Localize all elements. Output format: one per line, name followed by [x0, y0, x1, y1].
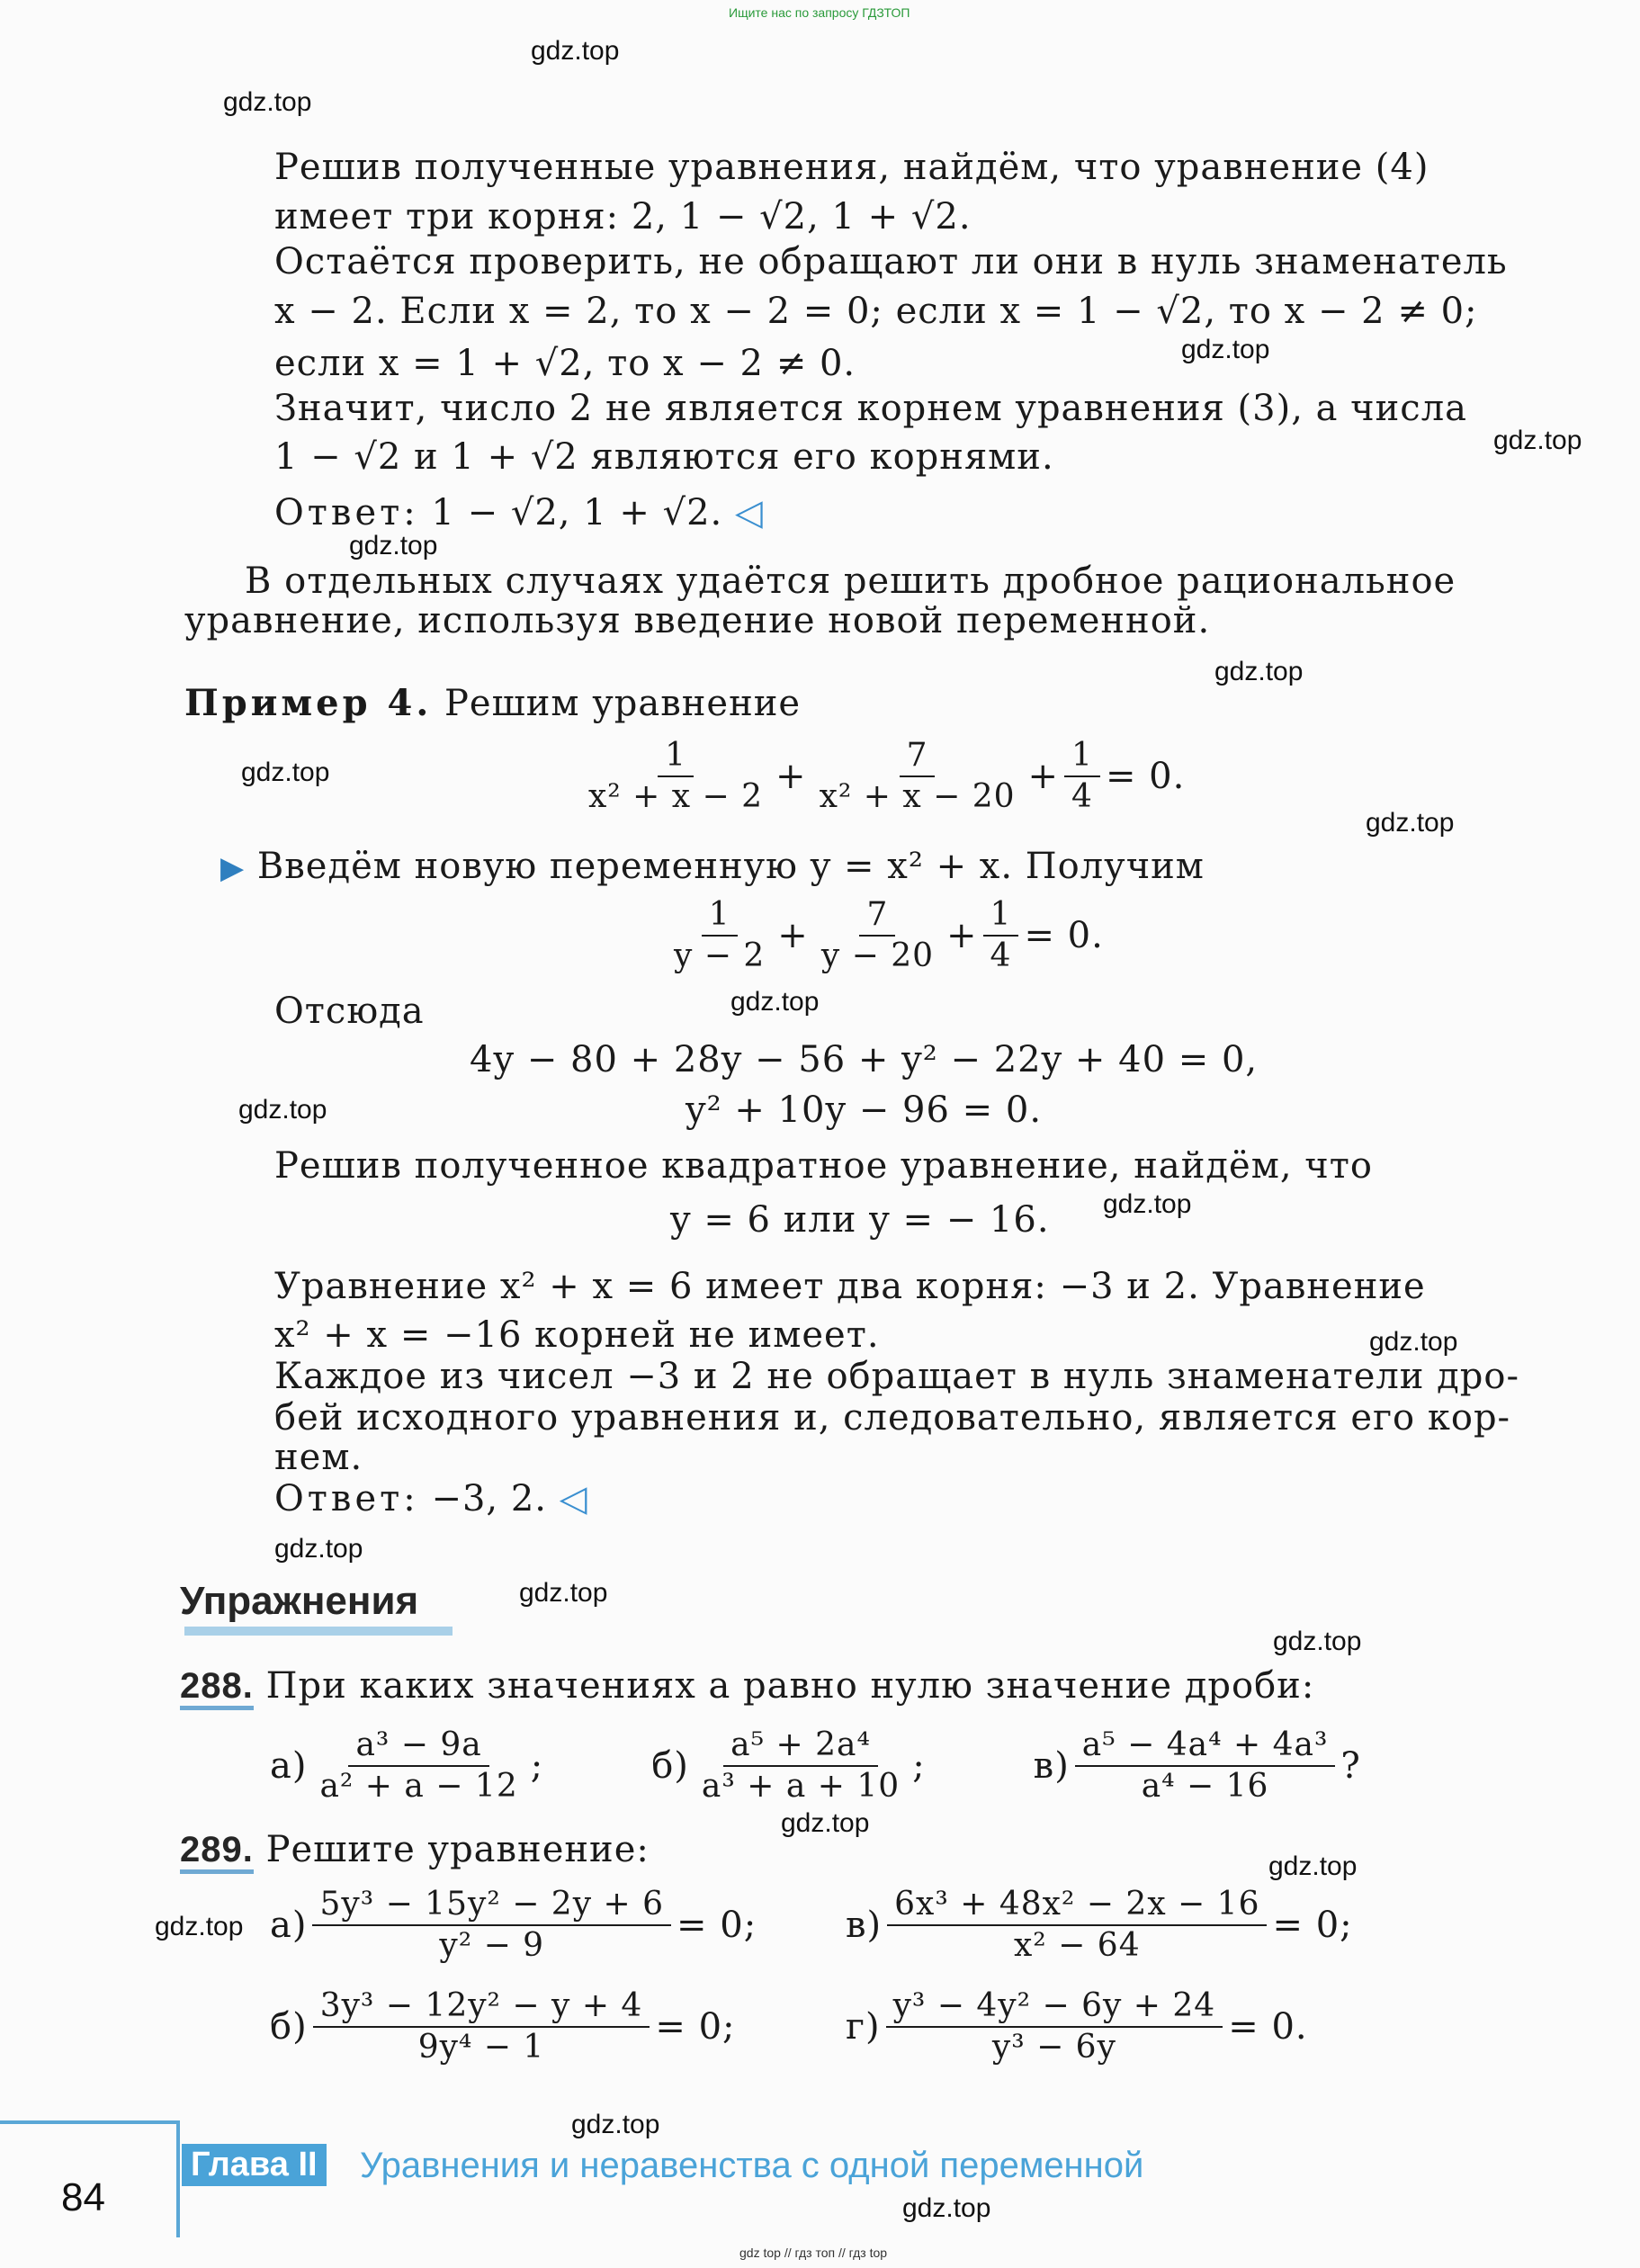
section-underline	[184, 1627, 453, 1636]
end-marker-icon: ◁	[559, 1478, 588, 1519]
fraction: $\frac{1}{4}$	[1064, 736, 1100, 817]
exercise-289-a: а) $\frac{\text{5y³ − 15y² − 2y + 6}}{\text{y² − 9}}$ = 0;	[270, 1886, 757, 1964]
end-marker-icon: ◁	[734, 492, 764, 533]
paragraph-line: Отсюда	[274, 991, 425, 1032]
equation-substituted: $\frac{1}{y - 2}$ + $\frac{7}{y - 20}$ + $\frac{1}{4}$ = 0.	[661, 895, 1104, 976]
watermark: gdz.top	[1214, 657, 1304, 686]
exercise-text: При каких значениях a равно нулю значение дроби:	[265, 1665, 1315, 1707]
answer-label: Ответ:	[274, 492, 419, 533]
watermark: gdz.top	[1493, 426, 1582, 455]
fraction: $\frac{1}{y - 2}$	[674, 896, 766, 974]
watermark: gdz.top	[155, 1912, 244, 1941]
example-label: Пример 4.	[184, 682, 433, 724]
fraction: $\frac{\text{3y³ − 12y² − y + 4}}{\text{9y⁴ − 1}}$	[313, 1986, 650, 2067]
bottom-note: gdz top // гдз топ // гдз top	[739, 2246, 888, 2260]
watermark: gdz.top	[1181, 335, 1270, 364]
paragraph-line: Остаётся проверить, не обращают ли они в нуль знаменатель	[274, 241, 1508, 282]
paragraph-line: уравнение, используя введение новой переменной.	[184, 600, 1211, 641]
paragraph-line: 1 − √2 и 1 + √2 являются его корнями.	[274, 436, 1054, 478]
equation-line: 4y − 80 + 28y − 56 + y² − 22y + 40 = 0,	[470, 1039, 1259, 1080]
top-note: Ищите нас по запросу ГДЗТОП	[729, 5, 910, 20]
solution-intro: ▶ Введём новую переменную y = x² + x. Получим	[220, 846, 1205, 887]
answer-line	[274, 489, 764, 536]
watermark: gdz.top	[223, 87, 312, 117]
watermark: gdz.top	[519, 1578, 608, 1608]
exercise-289-b: б) $\frac{\text{3y³ − 12y² − y + 4}}{\text{9y⁴ − 1}}$ = 0;	[270, 1987, 736, 2066]
exercise-289	[180, 1826, 650, 1873]
page-number: 84	[61, 2175, 105, 2219]
equation-line: y = 6 или y = − 16.	[670, 1199, 1050, 1241]
answer-value: 1 − √2, 1 + √2.	[431, 492, 723, 533]
answer-label: Ответ:	[274, 1478, 419, 1519]
exercise-288-options: а) $\frac{\text{a³ − 9a}}{\text{a² + a − 12}}$ ; б) $\frac{\text{a⁵ + 2a⁴}}{\text{a³ + a + 10}}$ ; в) $\frac{\text{a⁵ − 4a⁴ + 4a³}}{\text{a⁴ − 16}}$ ?	[270, 1726, 1361, 1805]
watermark: gdz.top	[349, 531, 438, 560]
chapter-label: Глава II	[182, 2144, 327, 2186]
paragraph-line: бей исходного уравнения и, следовательно, является его кор-	[274, 1397, 1511, 1439]
paragraph-line: Каждое из чисел −3 и 2 не обращает в нуль знаменатели дро-	[274, 1356, 1519, 1397]
fraction: $\frac{1}{\text{x² + x − 2}}$	[588, 737, 764, 815]
fraction: $\frac{\text{6x³ + 48x² − 2x − 16}}{\text{x² − 64}}$	[887, 1885, 1267, 1966]
watermark: gdz.top	[902, 2193, 991, 2223]
footer-rule	[176, 2120, 180, 2237]
fraction: $\frac{\text{a⁵ + 2a⁴}}{\text{a³ + a + 10}}$	[701, 1726, 901, 1805]
paragraph-line: нем.	[274, 1437, 363, 1478]
paragraph-line: имеет три корня: 2, 1 − √2, 1 + √2.	[274, 196, 972, 238]
watermark: gdz.top	[1268, 1851, 1358, 1881]
watermark: gdz.top	[274, 1534, 363, 1564]
fraction: $\frac{\text{y³ − 4y² − 6y + 24}}{\text{y³ − 6y}}$	[886, 1986, 1223, 2067]
paragraph-line: Решив полученное квадратное уравнение, найдём, что	[274, 1145, 1373, 1187]
paragraph-line: x − 2. Если x = 2, то x − 2 = 0; если x = 1 − √2, то x − 2 ≠ 0;	[274, 291, 1478, 332]
paragraph-line: В отдельных случаях удаётся решить дробное рациональное	[245, 560, 1456, 602]
watermark: gdz.top	[531, 36, 620, 66]
exercise-number: 288.	[180, 1666, 254, 1710]
chapter-title: Уравнения и неравенства с одной переменной	[360, 2146, 1144, 2185]
fraction: $\frac{1}{4}$	[983, 895, 1019, 976]
equation-main: $\frac{1}{\text{x² + x − 2}}$ + $\frac{7}{\text{x² + x − 20}}$ + $\frac{1}{4}$ = 0.	[576, 736, 1185, 817]
paragraph-line: если x = 1 + √2, то x − 2 ≠ 0.	[274, 343, 856, 384]
watermark: gdz.top	[571, 2110, 660, 2139]
watermark: gdz.top	[238, 1095, 327, 1125]
watermark: gdz.top	[1366, 808, 1455, 838]
fraction: $\frac{\text{a⁵ − 4a⁴ + 4a³}}{\text{a⁴ − 16}}$	[1075, 1726, 1336, 1806]
fraction: $\frac{7}{\text{x² + x − 20}}$	[819, 737, 1016, 815]
fraction: $\frac{\text{a³ − 9a}}{\text{a² + a − 12}}$	[319, 1726, 518, 1805]
solution-start-icon: ▶	[220, 850, 246, 886]
example-heading	[184, 680, 801, 727]
watermark: gdz.top	[730, 987, 820, 1017]
exercise-number: 289.	[180, 1830, 254, 1874]
answer-line	[274, 1475, 587, 1522]
watermark: gdz.top	[1103, 1189, 1192, 1219]
fraction: $\frac{7}{y - 20}$	[820, 896, 935, 974]
footer-rule	[0, 2120, 180, 2124]
watermark: gdz.top	[1273, 1627, 1362, 1656]
watermark: gdz.top	[781, 1808, 870, 1838]
exercise-289-g: г) $\frac{\text{y³ − 4y² − 6y + 24}}{\text{y³ − 6y}}$ = 0.	[846, 1987, 1308, 2066]
paragraph-line: Решив полученные уравнения, найдём, что уравнение (4)	[274, 147, 1429, 188]
fraction: $\frac{\text{5y³ − 15y² − 2y + 6}}{\text{y² − 9}}$	[312, 1885, 671, 1966]
exercise-289-v: в) $\frac{\text{6x³ + 48x² − 2x − 16}}{\text{x² − 64}}$ = 0;	[846, 1886, 1353, 1964]
example-text: Решим уравнение	[444, 683, 802, 724]
section-title: Упражнения	[180, 1579, 419, 1623]
exercise-288	[180, 1663, 1314, 1709]
answer-value: −3, 2.	[431, 1478, 547, 1519]
paragraph-line: x² + x = −16 корней не имеет.	[274, 1314, 880, 1356]
exercise-text: Решите уравнение:	[265, 1829, 650, 1870]
equation-line: y² + 10y − 96 = 0.	[686, 1089, 1043, 1131]
watermark: gdz.top	[1369, 1327, 1458, 1357]
paragraph-line: Уравнение x² + x = 6 имеет два корня: −3 и 2. Уравнение	[274, 1266, 1426, 1307]
paragraph-line: Значит, число 2 не является корнем уравнения (3), а числа	[274, 388, 1467, 429]
watermark: gdz.top	[241, 757, 330, 787]
